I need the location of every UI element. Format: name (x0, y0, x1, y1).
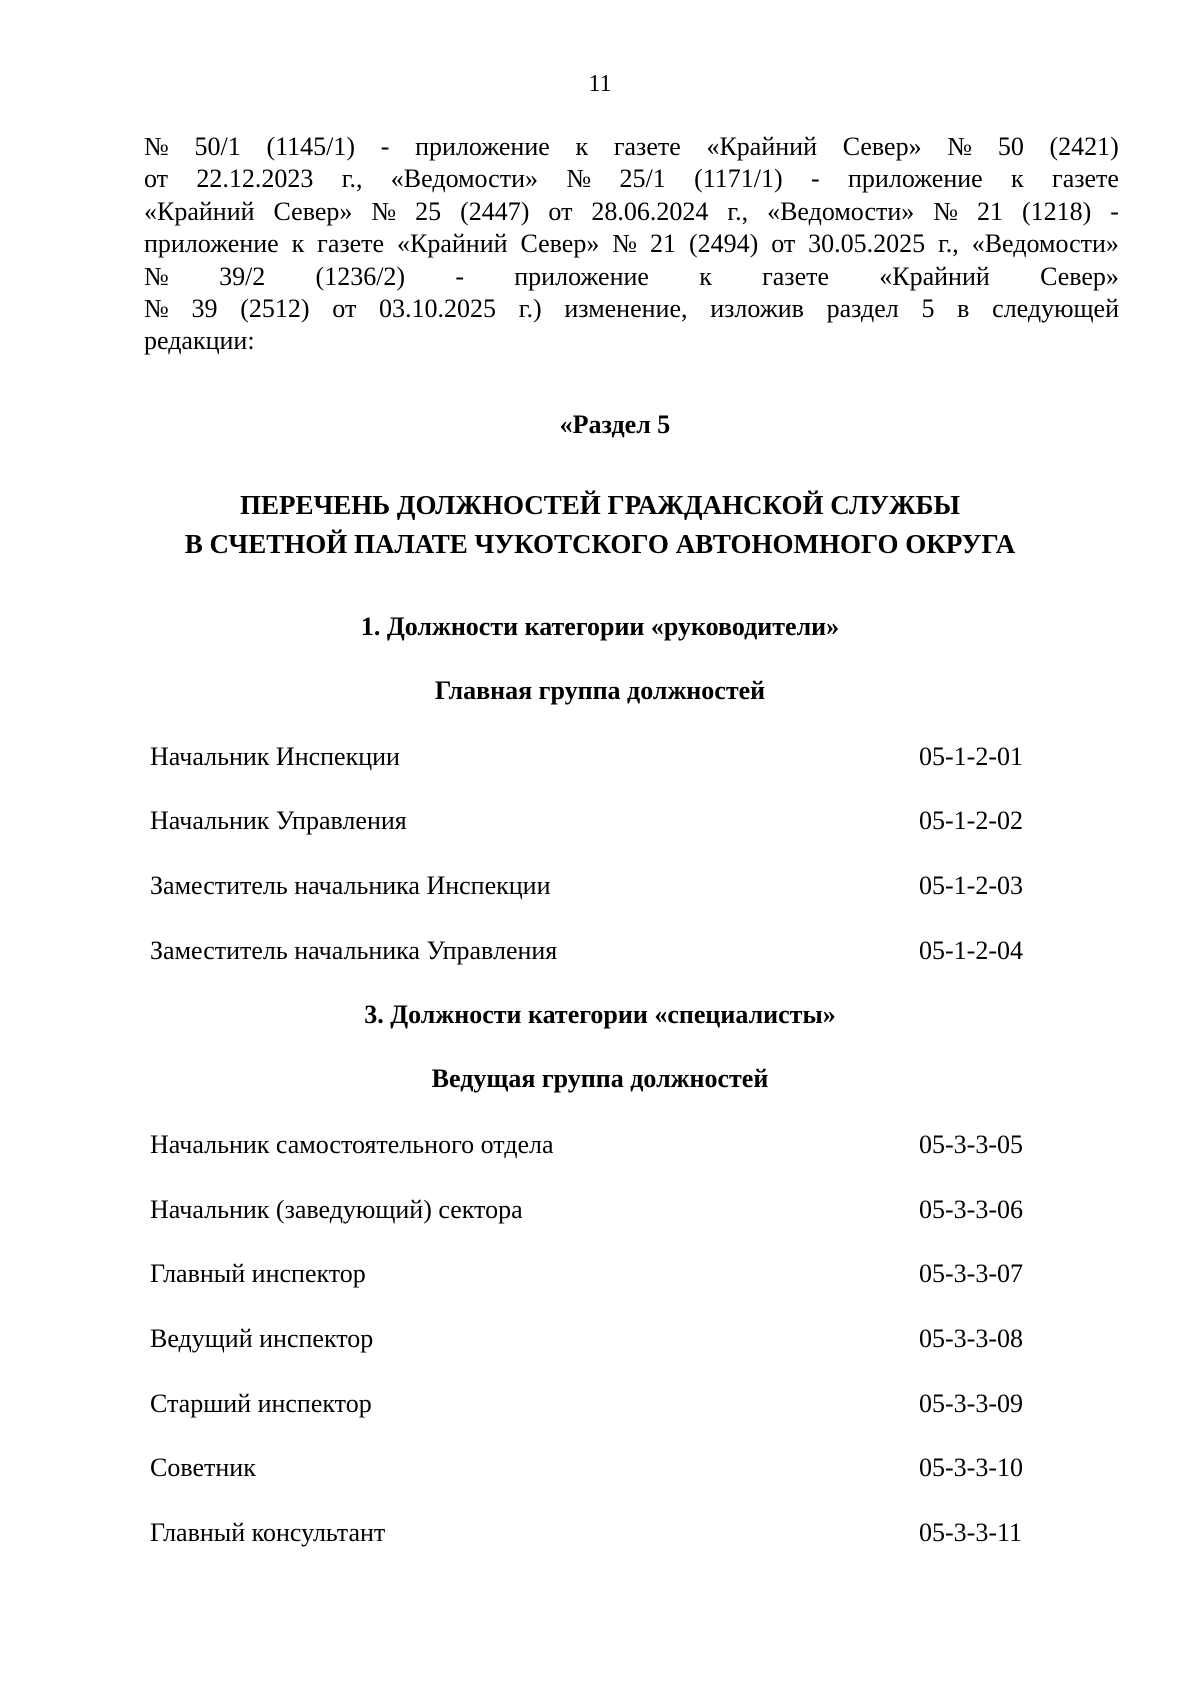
intro-word: Север» (273, 196, 353, 226)
intro-word: Север» (1040, 261, 1119, 291)
intro-word: - (811, 164, 820, 194)
intro-word: № (947, 132, 973, 161)
group-title: Ведущая группа должностей (431, 1064, 769, 1093)
position-row (150, 1453, 1030, 1487)
intro-word: от (771, 229, 796, 259)
category-title: 3. Должности категории «специалисты» (364, 1000, 836, 1029)
intro-word: 03.10.2025 (379, 293, 497, 323)
position-name: Начальник самостоятельного отдела (150, 1130, 554, 1159)
position-row (150, 871, 1030, 905)
position-row (150, 1195, 1030, 1229)
position-code: 05-1-2-03 (919, 871, 1023, 900)
intro-word: (1171/1) (694, 164, 783, 194)
position-name: Ведущий инспектор (150, 1324, 374, 1353)
intro-word: (2494) (688, 229, 759, 259)
intro-word: приложение (415, 132, 550, 161)
intro-line (144, 163, 1119, 195)
intro-word: (2447) (460, 196, 530, 226)
intro-word: приложение (144, 229, 279, 259)
intro-word: газете (762, 261, 830, 291)
intro-word: № (144, 293, 169, 323)
intro-word: «Крайний (706, 132, 818, 161)
position-row (150, 1259, 1030, 1293)
intro-word: № (612, 229, 638, 259)
category-title: 1. Должности категории «руководители» (360, 612, 840, 641)
position-code: 05-3-3-08 (919, 1324, 1023, 1353)
intro-word: (1145/1) (266, 132, 356, 161)
page-number: 11 (588, 71, 612, 97)
section-heading (0, 486, 1200, 564)
intro-line (144, 293, 1119, 325)
section-heading-line-2: В СЧЕТНОЙ ПАЛАТЕ ЧУКОТСКОГО АВТОНОМНОГО ОКРУГА (184, 529, 1016, 559)
intro-word: 25/1 (619, 164, 666, 194)
intro-word: в (957, 293, 970, 323)
intro-paragraph (144, 131, 1119, 358)
position-name: Главный консультант (150, 1518, 386, 1547)
intro-word: 50 (997, 132, 1024, 161)
intro-line (144, 228, 1119, 260)
intro-line-last: редакции: (144, 326, 255, 356)
intro-word: 28.06.2024 (591, 196, 709, 226)
intro-word: № (566, 164, 592, 194)
intro-word: Север» (842, 132, 922, 161)
position-name: Главный инспектор (150, 1259, 366, 1288)
intro-line (144, 196, 1119, 228)
intro-word: (2421) (1049, 132, 1119, 161)
intro-word: г., (938, 229, 959, 259)
position-row (150, 742, 1030, 776)
position-name: Заместитель начальника Инспекции (150, 871, 551, 900)
intro-word: 30.05.2025 (808, 229, 926, 259)
position-row (150, 1518, 1030, 1552)
intro-word: к (1011, 164, 1024, 194)
intro-word: «Крайний (879, 261, 990, 291)
intro-word: изложив (710, 293, 804, 323)
position-code: 05-3-3-11 (919, 1518, 1023, 1547)
intro-word: (2512) (240, 293, 310, 323)
intro-word: от (332, 293, 357, 323)
intro-word: «Крайний (144, 196, 255, 226)
intro-word: 21 (977, 196, 1004, 226)
intro-word: № (371, 196, 397, 226)
intro-word: - (1110, 196, 1119, 226)
position-row (150, 936, 1030, 970)
intro-word: к (291, 229, 305, 259)
section-heading-line-1: ПЕРЕЧЕНЬ ДОЛЖНОСТЕЙ ГРАЖДАНСКОЙ СЛУЖБЫ (239, 490, 961, 520)
position-name: Начальник Инспекции (150, 742, 400, 771)
intro-word: Север» (520, 229, 600, 259)
intro-word: г.) (518, 293, 542, 323)
intro-word: газете (1052, 164, 1119, 194)
intro-word: (1218) (1022, 196, 1092, 226)
intro-word: изменение, (564, 293, 688, 323)
intro-word: (1236/2) (315, 261, 406, 291)
intro-word: 21 (650, 229, 677, 259)
intro-word: приложение (848, 164, 983, 194)
position-code: 05-1-2-02 (919, 806, 1023, 835)
intro-word: раздел (826, 293, 899, 323)
intro-word: 39 (191, 293, 218, 323)
intro-word: 39/2 (219, 261, 266, 291)
intro-word: «Ведомости» (390, 164, 538, 194)
intro-line (144, 261, 1119, 293)
intro-word: газете (613, 132, 681, 161)
position-name: Старший инспектор (150, 1389, 372, 1418)
intro-word: г., (341, 164, 363, 194)
intro-word: № (144, 261, 169, 291)
intro-word: «Ведомости» (971, 229, 1119, 259)
position-name: Начальник Управления (150, 806, 407, 835)
position-code: 05-3-3-05 (919, 1130, 1023, 1159)
position-row (150, 1324, 1030, 1358)
intro-word: - (380, 132, 390, 161)
position-row (150, 1130, 1030, 1164)
intro-word: 50/1 (194, 132, 241, 161)
position-row (150, 1389, 1030, 1423)
intro-word: 25 (415, 196, 442, 226)
position-code: 05-3-3-06 (919, 1195, 1023, 1224)
intro-word: «Крайний (397, 229, 508, 259)
intro-word: г., (727, 196, 749, 226)
intro-word: газете (317, 229, 385, 259)
position-name: Советник (150, 1453, 256, 1482)
group-title: Главная группа должностей (434, 676, 766, 705)
position-name: Начальник (заведующий) сектора (150, 1195, 523, 1224)
intro-word: приложение (514, 261, 649, 291)
intro-word: от (144, 164, 169, 194)
intro-word: 5 (921, 293, 935, 323)
intro-word: от (548, 196, 573, 226)
position-code: 05-1-2-04 (919, 936, 1023, 965)
position-row (150, 806, 1030, 840)
intro-word: следующей (992, 293, 1119, 323)
position-code: 05-3-3-07 (919, 1259, 1023, 1288)
intro-word: № (144, 132, 169, 161)
intro-word: - (455, 261, 465, 291)
intro-word: к (699, 261, 712, 291)
intro-word: 22.12.2023 (196, 164, 314, 194)
section-label: «Раздел 5 (559, 410, 671, 439)
position-code: 05-3-3-10 (919, 1453, 1023, 1482)
intro-line (144, 131, 1119, 163)
intro-word: к (575, 132, 589, 161)
position-name: Заместитель начальника Управления (150, 936, 558, 965)
intro-word: «Ведомости» (767, 196, 915, 226)
position-code: 05-3-3-09 (919, 1389, 1023, 1418)
position-code: 05-1-2-01 (919, 742, 1023, 771)
intro-word: № (933, 196, 959, 226)
